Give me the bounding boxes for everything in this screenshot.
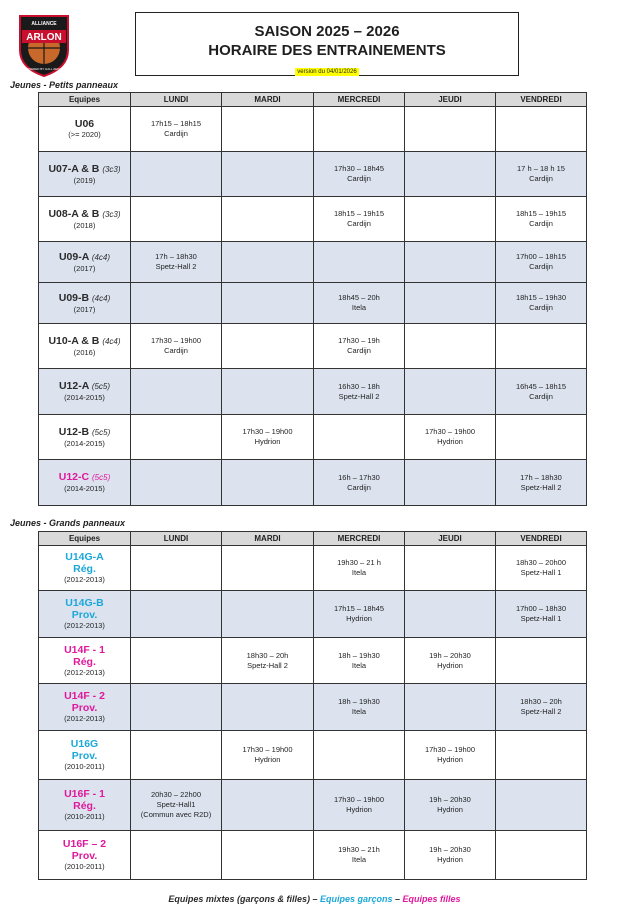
schedule-cell — [222, 780, 314, 831]
schedule-cell — [131, 460, 222, 506]
team-label: U14G-A — [65, 551, 104, 563]
team-label: U09-A — [58, 250, 89, 263]
column-header: MERCREDI — [314, 532, 405, 546]
team-years: (2012-2013) — [64, 667, 105, 677]
team-years: (2019) — [73, 175, 96, 185]
schedule-cell — [405, 107, 496, 152]
team-years: (2012-2013) — [64, 621, 105, 630]
table-header-row — [39, 532, 587, 546]
team-label: U07-A & B — [48, 162, 100, 175]
session-venue: Hydrion — [346, 805, 372, 814]
session-venue: Itela — [351, 660, 367, 670]
legend-girls: Equipes filles — [402, 894, 461, 904]
schedule-cell — [222, 684, 314, 731]
session-time: 17h30 – 19h00 — [150, 336, 202, 345]
team-label: U08-A & B — [48, 207, 100, 220]
schedule-cell — [314, 107, 405, 152]
session-venue: Cardijn — [529, 174, 553, 183]
session-time: 16h45 – 18h15 — [515, 381, 567, 391]
table-row — [39, 324, 587, 369]
column-header: JEUDI — [405, 532, 496, 546]
team-label: U12-C — [58, 471, 90, 483]
team-mode: (4c4) — [91, 252, 111, 262]
session-time: 18h15 – 19h15 — [515, 209, 567, 218]
schedule-cell — [222, 638, 314, 684]
session-venue: Spetz-Hall1 — [156, 800, 196, 809]
session-time: 19h30 – 21 h — [337, 558, 381, 567]
session-venue: Cardijn — [347, 219, 371, 228]
team-label: U14F - 1 — [64, 643, 105, 656]
session-time: 18h15 – 19h30 — [515, 293, 567, 302]
session-venue: Spetz-Hall 2 — [338, 391, 380, 401]
column-header: LUNDI — [131, 93, 222, 107]
team-years: (2010-2011) — [64, 762, 105, 771]
team-years: (2012-2013) — [64, 714, 105, 723]
team-label: U16G — [70, 738, 99, 750]
schedule-cell — [496, 731, 587, 780]
team-years: (2016) — [73, 347, 96, 357]
session-venue: Cardijn — [347, 482, 371, 492]
schedule-cell — [405, 638, 496, 684]
team-cell — [39, 197, 131, 242]
schedule-cell — [131, 415, 222, 460]
schedule-cell — [496, 369, 587, 415]
session-time: 17h00 – 18h30 — [515, 604, 567, 613]
table-header-row — [39, 93, 587, 107]
table-row — [39, 152, 587, 197]
session-venue: Cardijn — [529, 262, 553, 271]
team-mode: (4c4) — [92, 293, 111, 303]
session-venue: Spetz-Hall 2 — [520, 707, 562, 716]
table-row — [39, 283, 587, 324]
team-cell — [39, 324, 131, 369]
schedule-cell — [405, 197, 496, 242]
team-years: (>= 2020) — [68, 130, 101, 139]
session-venue: Cardijn — [529, 391, 553, 401]
column-header: MARDI — [222, 93, 314, 107]
session-venue: Spetz-Hall 1 — [520, 614, 562, 623]
section-large-label: Jeunes - Grands panneaux — [10, 518, 126, 528]
session-venue: Hydrion — [254, 437, 281, 446]
schedule-cell — [496, 107, 587, 152]
session-time: 19h30 – 21h — [338, 845, 380, 854]
team-label: U06 — [74, 118, 95, 130]
team-cell — [39, 684, 131, 731]
session-time: 18h – 19h30 — [338, 650, 380, 660]
team-name — [39, 380, 130, 393]
section-small-label: Jeunes - Petits panneaux — [10, 80, 119, 90]
schedule-cell — [131, 107, 222, 152]
schedule-cell — [131, 731, 222, 780]
team-label: U16F - 1 — [64, 788, 105, 800]
session-time: 18h45 – 20h — [338, 293, 380, 302]
table-row — [39, 369, 587, 415]
schedule-cell — [405, 460, 496, 506]
schedule-cell — [222, 107, 314, 152]
team-mode: (5c5) — [92, 473, 111, 482]
schedule-cell — [131, 591, 222, 638]
team-mode: (3c3) — [102, 209, 121, 219]
title-box — [135, 12, 519, 76]
team-level: Rég. — [73, 800, 96, 812]
session-venue: Cardijn — [529, 219, 553, 228]
session-time: 20h30 – 22h00 — [150, 790, 202, 799]
schedule-cell — [405, 369, 496, 415]
session-venue: Itela — [351, 855, 367, 864]
session-venue: Hydrion — [437, 660, 463, 670]
schedule-cell — [314, 197, 405, 242]
table-row — [39, 415, 587, 460]
team-cell — [39, 638, 131, 684]
team-mode: (3c3) — [102, 164, 121, 174]
session-time: 17h – 18h30 — [520, 472, 562, 482]
team-cell — [39, 831, 131, 880]
schedule-title: HORAIRE DES ENTRAINEMENTS — [208, 42, 446, 59]
team-level: Rég. — [73, 655, 96, 668]
session-note: (Commun avec R2D) — [140, 810, 212, 819]
schedule-cell — [222, 324, 314, 369]
schedule-cell — [314, 546, 405, 591]
legend-sep: – — [392, 894, 403, 904]
logo-line2: ARLON — [26, 32, 62, 43]
table-row — [39, 731, 587, 780]
schedule-cell — [405, 831, 496, 880]
schedule-cell — [222, 242, 314, 283]
session-time: 17h30 – 19h00 — [242, 745, 293, 754]
schedule-cell — [222, 197, 314, 242]
version-label: version du 04/01/2026 — [297, 69, 357, 75]
team-years: (2018) — [73, 220, 96, 230]
team-years: (2010-2011) — [64, 812, 105, 821]
legend-mixed: Equipes mixtes (garçons & filles) — [168, 894, 310, 904]
schedule-cell — [405, 242, 496, 283]
session-venue: Hydrion — [437, 805, 463, 814]
schedule-cell — [222, 369, 314, 415]
schedule-cell — [405, 152, 496, 197]
team-years: (2012-2013) — [64, 575, 105, 584]
team-years: (2014-2015) — [64, 393, 105, 402]
session-venue: Hydrion — [437, 437, 463, 446]
session-time: 19h – 20h30 — [429, 650, 471, 660]
column-header: Equipes — [39, 93, 131, 107]
schedule-cell — [496, 684, 587, 731]
team-cell — [39, 591, 131, 638]
schedule-cell — [314, 369, 405, 415]
session-venue: Itela — [351, 303, 367, 312]
session-venue: Itela — [351, 568, 367, 577]
schedule-cell — [314, 460, 405, 506]
team-name — [39, 335, 130, 348]
schedule-cell — [131, 283, 222, 324]
session-venue: Hydrion — [254, 755, 281, 764]
schedule-cell — [314, 731, 405, 780]
session-venue: Itela — [351, 707, 367, 716]
club-logo — [14, 10, 74, 80]
schedule-table-large — [38, 531, 587, 880]
team-name — [39, 208, 130, 221]
session-time: 17h30 – 19h — [338, 336, 380, 345]
team-cell — [39, 152, 131, 197]
session-venue: Cardijn — [347, 346, 371, 355]
session-venue: Cardijn — [529, 303, 553, 312]
session-time: 18h30 – 20h — [520, 697, 562, 706]
team-name — [39, 163, 130, 176]
schedule-cell — [314, 324, 405, 369]
schedule-cell — [496, 197, 587, 242]
schedule-cell — [496, 152, 587, 197]
team-cell — [39, 415, 131, 460]
session-time: 18h30 – 20h — [246, 650, 289, 660]
session-time: 19h – 20h30 — [429, 845, 471, 854]
session-venue: Cardijn — [164, 346, 188, 355]
team-label: U16F – 2 — [62, 838, 107, 850]
table-row — [39, 546, 587, 591]
schedule-cell — [222, 152, 314, 197]
team-cell — [39, 731, 131, 780]
session-time: 17h – 18h30 — [155, 252, 197, 261]
schedule-cell — [222, 415, 314, 460]
team-name — [39, 471, 130, 484]
table-row — [39, 831, 587, 880]
schedule-cell — [131, 546, 222, 591]
session-venue: Hydrion — [437, 855, 463, 864]
schedule-cell — [131, 831, 222, 880]
schedule-cell — [496, 546, 587, 591]
team-level: Prov. — [71, 609, 98, 621]
schedule-cell — [496, 242, 587, 283]
column-header: MARDI — [222, 532, 314, 546]
session-time: 17h30 – 19h00 — [333, 795, 385, 804]
team-years: (2017) — [73, 304, 96, 314]
schedule-cell — [496, 283, 587, 324]
team-years: (2014-2015) — [64, 438, 105, 448]
legend-boys: Equipes garçons — [319, 894, 393, 904]
schedule-cell — [131, 152, 222, 197]
column-header: MERCREDI — [314, 93, 405, 107]
table-row — [39, 460, 587, 506]
session-time: 18h – 19h30 — [338, 697, 380, 706]
schedule-cell — [314, 242, 405, 283]
season-title: SAISON 2025 – 2026 — [254, 23, 400, 40]
session-time: 17h30 – 19h00 — [424, 427, 476, 436]
session-time: 17h30 – 19h00 — [242, 427, 293, 436]
team-mode: (5c5) — [92, 427, 111, 437]
team-cell — [39, 242, 131, 283]
column-header: Equipes — [39, 532, 131, 546]
schedule-cell — [131, 324, 222, 369]
schedule-cell — [496, 780, 587, 831]
schedule-cell — [314, 591, 405, 638]
schedule-cell — [314, 831, 405, 880]
schedule-cell — [222, 546, 314, 591]
session-time: 16h – 17h30 — [338, 472, 380, 482]
schedule-cell — [496, 831, 587, 880]
table-row — [39, 638, 587, 684]
team-cell — [39, 369, 131, 415]
session-time: 18h15 – 19h15 — [333, 209, 385, 218]
legend-sep: – — [309, 894, 320, 904]
schedule-cell — [131, 369, 222, 415]
schedule-cell — [131, 242, 222, 283]
schedule-cell — [496, 591, 587, 638]
table-row — [39, 591, 587, 638]
team-name — [39, 118, 130, 130]
schedule-cell — [131, 638, 222, 684]
column-header: VENDREDI — [496, 93, 587, 107]
schedule-cell — [405, 546, 496, 591]
team-mode: (5c5) — [91, 382, 111, 391]
schedule-cell — [222, 283, 314, 324]
session-time: 17h15 – 18h45 — [333, 604, 385, 613]
session-time: 17 h – 18 h 15 — [517, 164, 565, 173]
schedule-cell — [496, 415, 587, 460]
team-cell — [39, 107, 131, 152]
session-venue: Spetz-Hall 2 — [247, 660, 288, 670]
team-level: Rég. — [73, 563, 96, 575]
team-level: Prov. — [71, 850, 98, 862]
column-header: LUNDI — [131, 532, 222, 546]
session-venue: Cardijn — [347, 174, 371, 183]
session-time: 17h15 – 18h15 — [150, 119, 202, 128]
session-time: 19h – 20h30 — [429, 795, 471, 804]
column-header: JEUDI — [405, 93, 496, 107]
table-row — [39, 197, 587, 242]
team-label: U12-A — [58, 380, 89, 392]
team-cell — [39, 780, 131, 831]
schedule-cell — [222, 591, 314, 638]
session-time: 18h30 – 20h00 — [515, 558, 567, 567]
session-time: 17h30 – 18h45 — [333, 164, 385, 173]
schedule-cell — [405, 283, 496, 324]
session-venue: Spetz-Hall 2 — [520, 482, 562, 492]
logo-line1: ALLIANCE — [31, 21, 57, 27]
session-time: 17h00 – 18h15 — [515, 252, 567, 261]
team-label: U14G-B — [65, 597, 104, 609]
schedule-cell — [405, 780, 496, 831]
session-venue: Hydrion — [437, 755, 463, 764]
schedule-cell — [131, 780, 222, 831]
schedule-cell — [222, 460, 314, 506]
schedule-cell — [314, 780, 405, 831]
schedule-cell — [405, 591, 496, 638]
logo-line3: POWERED BY HALL ZENITH — [23, 67, 65, 71]
schedule-cell — [496, 638, 587, 684]
schedule-cell — [222, 731, 314, 780]
schedule-cell — [405, 415, 496, 460]
team-cell — [39, 546, 131, 591]
color-legend — [0, 894, 629, 904]
schedule-cell — [131, 684, 222, 731]
session-time: 16h30 – 18h — [338, 381, 380, 391]
session-venue: Spetz-Hall 1 — [520, 568, 562, 577]
team-level: Prov. — [71, 750, 98, 762]
schedule-cell — [314, 638, 405, 684]
team-level: Prov. — [71, 702, 98, 714]
table-row — [39, 684, 587, 731]
schedule-cell — [314, 415, 405, 460]
schedule-cell — [496, 324, 587, 369]
team-cell — [39, 283, 131, 324]
team-label: U10-A & B — [48, 334, 100, 347]
team-mode: (4c4) — [102, 336, 121, 346]
team-years: (2014-2015) — [64, 484, 105, 493]
schedule-cell — [222, 831, 314, 880]
session-venue: Hydrion — [346, 614, 372, 623]
team-name — [39, 426, 130, 439]
table-row — [39, 242, 587, 283]
session-time: 17h30 – 19h00 — [424, 745, 476, 754]
table-row — [39, 107, 587, 152]
session-venue: Cardijn — [164, 129, 188, 138]
schedule-cell — [405, 731, 496, 780]
team-years: (2010-2011) — [64, 862, 105, 871]
schedule-cell — [405, 324, 496, 369]
schedule-cell — [314, 283, 405, 324]
schedule-cell — [314, 684, 405, 731]
schedule-cell — [314, 152, 405, 197]
session-venue: Spetz-Hall 2 — [155, 262, 197, 271]
team-label: U12-B — [58, 425, 90, 438]
team-cell — [39, 460, 131, 506]
schedule-cell — [405, 684, 496, 731]
team-years: (2017) — [73, 263, 96, 273]
schedule-cell — [131, 197, 222, 242]
team-name — [39, 251, 130, 264]
schedule-table-small — [38, 92, 587, 506]
column-header: VENDREDI — [496, 532, 587, 546]
team-name — [39, 292, 130, 305]
team-label: U09-B — [58, 291, 90, 304]
table-row — [39, 780, 587, 831]
schedule-cell — [496, 460, 587, 506]
team-label: U14F - 2 — [64, 690, 105, 702]
